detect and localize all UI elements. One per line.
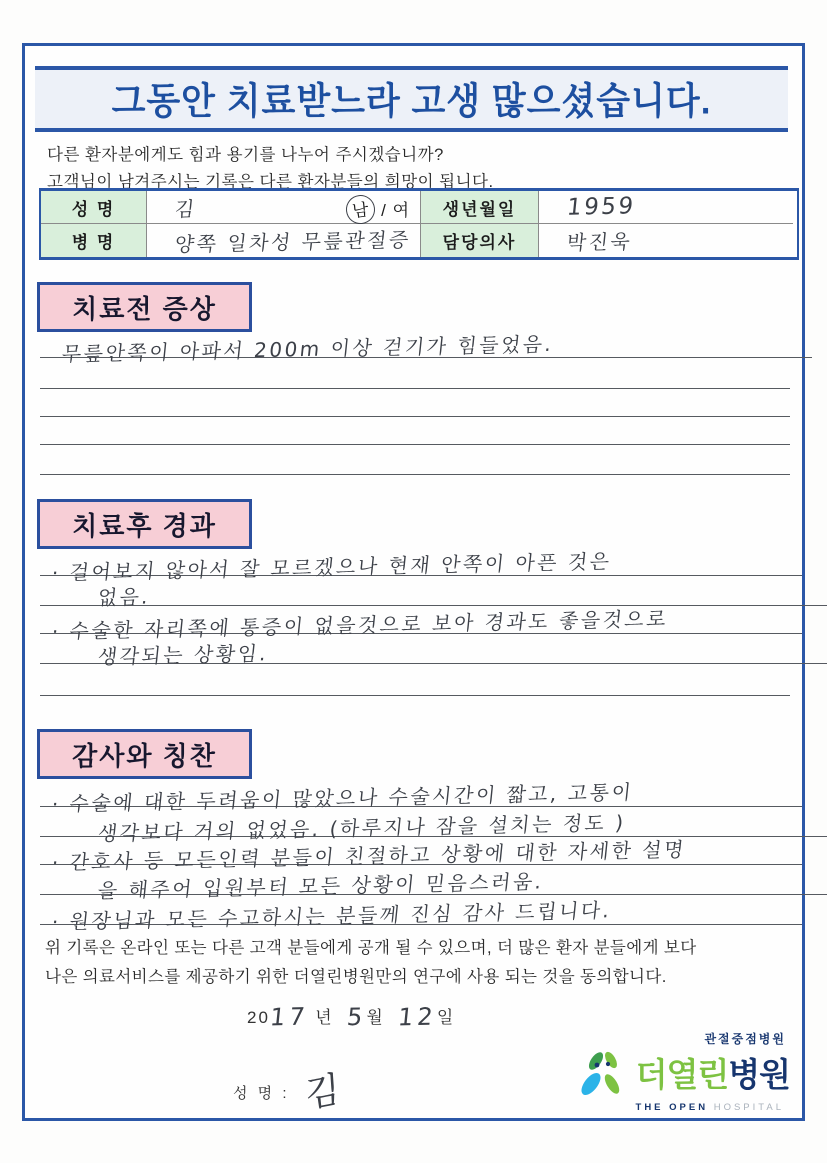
date-month-label: 월 bbox=[366, 1008, 385, 1027]
birthdate-label: 생년월일 bbox=[421, 191, 539, 224]
dragonfly-icon bbox=[578, 1048, 630, 1100]
logo-subtitle-bold: THE OPEN bbox=[635, 1102, 709, 1113]
logo-subtitle-light: HOSPITAL bbox=[713, 1102, 784, 1113]
date-day-handwriting: 12 bbox=[396, 1002, 439, 1032]
form-title: 그동안 치료받느라 고생 많으셨습니다. bbox=[111, 81, 712, 123]
date-year-handwriting: 17 bbox=[268, 1002, 310, 1032]
writing-line bbox=[40, 666, 790, 696]
signature-line bbox=[233, 1058, 344, 1117]
writing-line: · 간호사 등 모든인력 분들이 친절하고 상황에 대한 자세한 설명 bbox=[40, 835, 802, 865]
doctor-label: 담당의사 bbox=[421, 224, 539, 257]
signature-handwriting: 김 bbox=[303, 1068, 344, 1117]
consent-statement bbox=[45, 934, 697, 992]
consent-line-1: 위 기록은 온라인 또는 다른 고객 분들에게 공개 될 수 있으며, 더 많은 환자 분들에게 보다 bbox=[45, 939, 697, 957]
birthdate-value-cell bbox=[539, 191, 793, 224]
writing-line: 없음. bbox=[40, 576, 827, 606]
gender-field bbox=[346, 195, 410, 224]
name-value-cell bbox=[147, 191, 421, 224]
patient-info-table bbox=[39, 188, 799, 260]
writing-line: 무릎안쪽이 아파서 200m 이상 걷기가 힘들었음. bbox=[40, 328, 812, 358]
name-label: 성 명 bbox=[41, 191, 147, 224]
consent-line-2: 나은 의료서비스를 제공하기 위한 더열린병원만의 연구에 사용 되는 것을 동의합니다. bbox=[45, 967, 667, 986]
writing-line bbox=[40, 415, 790, 445]
section-header-pre-treatment: 치료전 증상 bbox=[37, 282, 252, 332]
writing-line: 생각되는 상황임. bbox=[40, 634, 827, 664]
gender-female-option: / 여 bbox=[381, 201, 410, 220]
date-line bbox=[247, 1001, 456, 1032]
date-day-label: 일 bbox=[436, 1008, 456, 1027]
disease-handwriting: 양쪽 일차성 무릎관절증 bbox=[173, 227, 412, 257]
logo-name-green: 더열린 bbox=[635, 1055, 729, 1093]
disease-value-cell bbox=[147, 224, 421, 257]
writing-line: · 원장님과 모든 수고하시는 분들께 진심 감사 드립니다. bbox=[40, 895, 802, 925]
gender-male-circled: 남 bbox=[345, 194, 377, 226]
writing-line: · 수술한 자리쪽에 통증이 없을것으로 보아 경과도 좋을것으로 bbox=[40, 604, 802, 634]
writing-line bbox=[40, 359, 790, 389]
writing-line: · 수술에 대한 두려움이 많았으나 수술시간이 짧고, 고통이 bbox=[40, 777, 802, 807]
signature-label: 성 명 : bbox=[233, 1085, 290, 1102]
writing-line bbox=[40, 445, 790, 475]
logo-top-text: 관절중점병원 bbox=[704, 1032, 786, 1046]
writing-line bbox=[40, 387, 790, 417]
disease-label: 병 명 bbox=[41, 224, 147, 257]
section-header-post-treatment: 치료후 경과 bbox=[37, 499, 252, 549]
intro-line-1: 다른 환자분에게도 힘과 용기를 나누어 주시겠습니까? bbox=[47, 146, 444, 164]
doctor-value-cell bbox=[539, 224, 793, 257]
logo-name-navy: 병원 bbox=[728, 1055, 790, 1093]
intro-line-2: 고객님이 남겨주시는 기록은 다른 환자분들의 희망이 됩니다. bbox=[47, 173, 494, 192]
section-header-thanks: 감사와 칭찬 bbox=[37, 729, 252, 779]
form-title-banner bbox=[35, 66, 788, 132]
form-page bbox=[22, 43, 805, 1121]
writing-line: · 걸어보지 않아서 잘 모르겠으나 현재 안쪽이 아픈 것은 bbox=[40, 546, 802, 576]
date-prefix: 20 bbox=[247, 1008, 270, 1027]
hospital-logo bbox=[560, 1030, 790, 1113]
date-year-label: 년 bbox=[315, 1008, 334, 1027]
doctor-handwriting: 박진욱 bbox=[565, 229, 634, 255]
writing-line: 생각보다 거의 없었음. (하루지나 잠을 설치는 정도 ) bbox=[40, 807, 827, 837]
logo-subtitle bbox=[560, 1102, 784, 1113]
writing-line: 을 해주어 입원부터 모든 상황이 믿음스러움. bbox=[40, 865, 827, 895]
birthdate-handwriting: 1959 bbox=[565, 193, 637, 221]
name-handwriting: 김 bbox=[173, 196, 198, 221]
date-month-handwriting: 5 bbox=[345, 1002, 368, 1032]
